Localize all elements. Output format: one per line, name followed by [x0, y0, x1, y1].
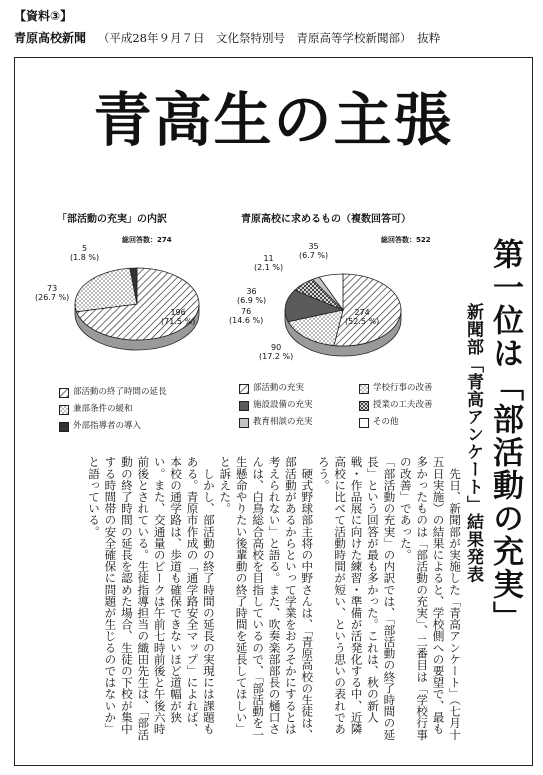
- legend-item: [59, 384, 167, 401]
- legend-swatch-white: [359, 418, 369, 428]
- article-paragraph: 先日、新聞部が実施した「青高アンケート」（七月十五日実施）の結果によると、学校側への要望で、最も多かったものは「部活動の充実」、二番目は「学校行事の改善」であった。: [398, 456, 462, 741]
- legend-swatch-dots: [359, 384, 369, 394]
- chart1-data-label-2: 5 (1.8 %): [70, 244, 100, 263]
- legend-item: [59, 418, 167, 435]
- chart2-data-label-2: 76 (14.6 %): [229, 307, 264, 326]
- legend-label: 兼部条件の緩和: [73, 404, 133, 415]
- legend-label: 施設設備の充実: [253, 400, 313, 411]
- legend-label: 外部指導者の導入: [73, 421, 142, 432]
- legend-swatch-dark: [59, 422, 69, 432]
- newspaper-name: 青原高校新聞: [14, 31, 87, 45]
- legend-row: [239, 397, 433, 414]
- legend-item: [359, 397, 433, 414]
- article-subtitle: 新聞部「青高アンケート」結果発表: [463, 303, 483, 583]
- legend-label: 部活動の終了時間の延長: [73, 387, 167, 398]
- source-line: [14, 29, 534, 46]
- legend-label: 授業の工夫改善: [373, 400, 433, 411]
- article-title: 第一位は「部活動の充実」: [487, 238, 523, 634]
- chart1-legend: [59, 384, 167, 435]
- legend-item: [239, 414, 359, 431]
- legend-label: 部活動の充実: [253, 383, 305, 394]
- chart1-title: 「部活動の充実」の内訳: [57, 214, 167, 225]
- chart1-data-label-0: 196 (71.5 %): [161, 308, 196, 327]
- legend-swatch-darkgray: [239, 401, 249, 411]
- legend-item: [359, 380, 433, 397]
- legend-item: [239, 397, 359, 414]
- article-body: [15, 456, 463, 742]
- chart2-data-label-4: 11 (2.1 %): [254, 254, 284, 273]
- chart1-data-label-1: 73 (26.7 %): [35, 284, 70, 303]
- chart2-total: 総回答数：522: [381, 236, 431, 244]
- legend-swatch-lightgray: [239, 418, 249, 428]
- chart2-data-label-3: 36 (6.9 %): [237, 287, 267, 306]
- article-paragraph: 硬式野球部主将の中野さんは、「青原高校の生徒は、部活動があるからといって学業をおろそかにするとは考えられない」と語る。また、吹奏楽部部長の樋口さんは、白鳥総合高校を目指しているので、「部活動を一生懸命やりたい後輩動の終了時間を延長してほしい」と訴えた。: [218, 456, 315, 741]
- legend-row: [239, 380, 433, 397]
- legend-swatch-hatch: [239, 384, 249, 394]
- article-paragraph: 「部活動の充実」の内訳では、「部活動の終了時間の延長」という回答が最も多かった。これは、秋の新人戦・作品展に向けた練習・準備が活発化する中、近隣高校に比べて活動時間が短い、という思いの表れであろう。: [316, 456, 397, 741]
- edition-info: （平成28年９月７日 文化祭特別号 青原高等学校新聞部） 抜粋: [97, 31, 441, 45]
- legend-item: [59, 401, 167, 418]
- legend-item: [239, 380, 359, 397]
- newspaper-frame: [14, 57, 533, 766]
- chart2-data-label-5: 35 (6.7 %): [299, 242, 329, 261]
- article-paragraph: しかし、部活動の終了時間の延長の実現には課題もある。青原市作成の「通学路安全マップ」によれば、本校の通学路は、歩道も確保できないほど道幅が狭い。また、交通量のピークは午前七時前後と午後六時前後とされている。生徒指導担当の織田先生は、「部活動の終了時間の延長を認めた場合、生徒の下校が集中する時間帯の安全確保に問題が生じるのではないか」と語っている。: [87, 456, 216, 741]
- main-headline: 青高生の主張: [93, 86, 454, 154]
- legend-label: 学校行事の改善: [373, 383, 433, 394]
- document-label: 【資料③】: [14, 9, 73, 23]
- legend-swatch-xhatch: [359, 401, 369, 411]
- chart2-data-label-0: 274 (52.5 %): [345, 308, 380, 327]
- chart1-total: 総回答数：274: [122, 236, 172, 244]
- legend-label: その他: [373, 417, 399, 428]
- chart2-title: 青原高校に求めるもの（複数回答可）: [241, 214, 411, 225]
- chart2-data-label-1: 90 (17.2 %): [259, 343, 294, 362]
- legend-label: 教育相談の充実: [253, 417, 313, 428]
- chart2-pie: [277, 262, 409, 380]
- legend-swatch-hatch: [59, 388, 69, 398]
- legend-row: [239, 414, 433, 431]
- chart2-legend: [239, 380, 433, 431]
- legend-item: [359, 414, 399, 431]
- legend-swatch-dots: [59, 405, 69, 415]
- chart1-slice-1: [75, 268, 137, 312]
